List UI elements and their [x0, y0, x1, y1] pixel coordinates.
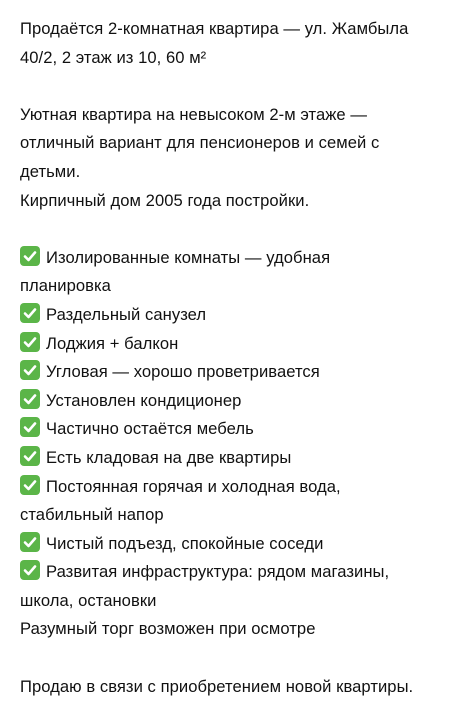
- title-line: Продаётся 2-комнатная квартира — ул. Жамбыла: [20, 19, 409, 38]
- feature-item: [20, 473, 446, 530]
- feature-item: [20, 330, 446, 359]
- feature-item: [20, 387, 446, 416]
- feature-item: [20, 444, 446, 473]
- check-mark-icon: [20, 303, 40, 323]
- feature-continuation-line: [20, 501, 446, 530]
- check-mark-icon: [20, 246, 40, 266]
- feature-list: [20, 244, 446, 616]
- feature-text: Постоянная горячая и холодная вода,: [46, 476, 341, 496]
- check-mark-icon: [20, 532, 40, 552]
- feature-item: [20, 415, 446, 444]
- feature-continuation-line: [20, 587, 446, 616]
- feature-text: Развитая инфраструктура: рядом магазины,: [46, 562, 390, 582]
- feature-item: [20, 244, 446, 301]
- paragraph-gap: [20, 72, 446, 101]
- title-line: 40/2, 2 этаж из 10, 60 м²: [20, 47, 207, 67]
- feature-text: школа, остановки: [20, 590, 157, 610]
- feature-first-line: [20, 473, 446, 502]
- closing-note: Продаю в связи с приобретением новой квартиры.: [20, 676, 414, 696]
- intro-line: детьми.: [20, 161, 81, 181]
- feature-item: [20, 558, 446, 615]
- feature-continuation-line: [20, 272, 446, 301]
- feature-text: Частично остаётся мебель: [46, 419, 254, 439]
- feature-item: [20, 530, 446, 559]
- check-mark-icon: [20, 446, 40, 466]
- check-mark-icon: [20, 360, 40, 380]
- intro-line: Уютная квартира на невысоком 2-м этаже —: [20, 104, 367, 124]
- feature-first-line: [20, 530, 446, 559]
- listing-intro: [20, 101, 446, 215]
- feature-text: Угловая — хорошо проветривается: [46, 362, 320, 382]
- feature-first-line: [20, 444, 446, 473]
- feature-item: [20, 358, 446, 387]
- feature-text: Чистый подъезд, спокойные соседи: [46, 533, 324, 553]
- check-mark-icon: [20, 332, 40, 352]
- feature-text: Изолированные комнаты — удобная: [46, 247, 331, 267]
- intro-line: отличный вариант для пенсионеров и семей с: [20, 133, 380, 153]
- feature-item: [20, 301, 446, 330]
- feature-first-line: [20, 358, 446, 387]
- bargain-note: Разумный торг возможен при осмотре: [20, 619, 316, 639]
- feature-text: Раздельный санузел: [46, 304, 207, 324]
- feature-first-line: [20, 415, 446, 444]
- check-mark-icon: [20, 560, 40, 580]
- check-mark-icon: [20, 389, 40, 409]
- feature-text: планировка: [20, 276, 111, 296]
- intro-line: Кирпичный дом 2005 года постройки.: [20, 190, 310, 210]
- feature-text: Установлен кондиционер: [46, 390, 242, 410]
- listing-title: [20, 15, 446, 72]
- feature-first-line: [20, 244, 446, 273]
- check-mark-icon: [20, 475, 40, 495]
- feature-text: Есть кладовая на две квартиры: [46, 447, 292, 467]
- paragraph-gap: [20, 644, 446, 673]
- check-mark-icon: [20, 417, 40, 437]
- paragraph-gap: [20, 215, 446, 244]
- feature-first-line: [20, 387, 446, 416]
- feature-first-line: [20, 301, 446, 330]
- feature-first-line: [20, 330, 446, 359]
- feature-text: стабильный напор: [20, 505, 164, 525]
- feature-text: Лоджия + балкон: [46, 333, 179, 353]
- feature-first-line: [20, 558, 446, 587]
